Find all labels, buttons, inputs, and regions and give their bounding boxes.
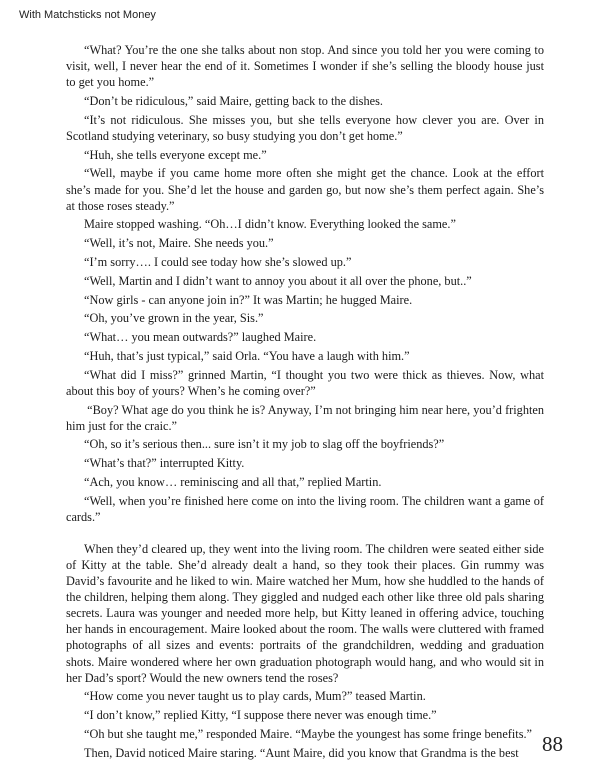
paragraph: “Now girls - can anyone join in?” It was Martin; he hugged Maire.	[84, 292, 413, 307]
paragraph: “Don’t be ridiculous,” said Maire, getting back to the dishes.	[84, 93, 383, 108]
paragraph: “Boy? What age do you think he is? Anyway, I’m not bringing him near here, you’d frighten him just for the craic.”	[66, 402, 548, 433]
body-text	[66, 42, 548, 764]
paragraph: When they’d cleared up, they went into the living room. The children were seated either side of Kitty at the table. She’d already dealt a hand, so they took their places. Gin rummy was David’s favourite and he liked to win. Maire watched her Mum, how she huddled to the hands of the children, helping them along. They giggled and nudged each other like three old pals sharing secrets. Laura was younger and needed more help, but Kitty leaned in offering advice, touching her hands in encouragement. Maire looked about the room. The walls were cluttered with framed photographs of all sizes and events: portraits of the grandchildren, wedding and graduation shots. Maire wondered where her own graduation photograph would hang, and who would sit in her Dad’s sport? Would the new owners tend the roses?	[66, 541, 544, 685]
paragraph: “It’s not ridiculous. She misses you, but she tells everyone how clever you are. Over in Scotland studying veterinary, so busy studying you don’t get home.”	[66, 112, 544, 143]
paragraph: “Oh but she taught me,” responded Maire. “Maybe the youngest has some fringe benefits.”	[84, 727, 533, 741]
page-number: 88	[542, 732, 563, 756]
paragraph: “Huh, she tells everyone except me.”	[84, 147, 267, 162]
paragraph: “Ach, you know… reminiscing and all that,” replied Martin.	[84, 474, 382, 489]
running-header: With Matchsticks not Money	[19, 9, 156, 21]
paragraph: “What did I miss?” grinned Martin, “I thought you two were thick as thieves. Now, what about this boy of yours? When’s he coming over?”	[66, 367, 544, 398]
paragraph: “Oh, you’ve grown in the year, Sis.”	[84, 311, 264, 326]
paragraph: “Well, it’s not, Maire. She needs you.”	[84, 236, 274, 251]
paragraph: “I don’t know,” replied Kitty, “I suppose there never was enough time.”	[84, 708, 437, 723]
paragraph: “Huh, that’s just typical,” said Orla. “You have a laugh with him.”	[84, 348, 410, 363]
paragraph: “Oh, so it’s serious then... sure isn’t it my job to slag off the boyfriends?”	[84, 437, 445, 452]
paragraph: “Well, when you’re finished here come on into the living room. The children want a game of cards.”	[66, 493, 544, 524]
paragraph: “I’m sorry…. I could see today how she’s slowed up.”	[84, 254, 352, 269]
paragraph: Maire stopped washing. “Oh…I didn’t know. Everything looked the same.”	[84, 217, 456, 232]
paragraph: “What… you mean outwards?” laughed Maire.	[84, 330, 317, 345]
paragraph: “What’s that?” interrupted Kitty.	[84, 456, 245, 471]
paragraph: “Well, Martin and I didn’t want to annoy you about it all over the phone, but..”	[84, 273, 472, 288]
paragraph: “How come you never taught us to play cards, Mum?” teased Martin.	[84, 689, 426, 704]
paragraph: Then, David noticed Maire staring. “Aunt Maire, did you know that Grandma is the best	[84, 745, 519, 760]
paragraph: “Well, maybe if you came home more often she might get the chance. Look at the effort she’s made for you. She’d let the house and garden go, but now she’s them perfect again. She’s at those roses steady.”	[66, 166, 544, 213]
paragraph: “What? You’re the one she talks about non stop. And since you told her you were coming to visit, well, I never hear the end of it. Sometimes I wonder if she’s selling the bloody house just to get you home.”	[66, 43, 544, 90]
